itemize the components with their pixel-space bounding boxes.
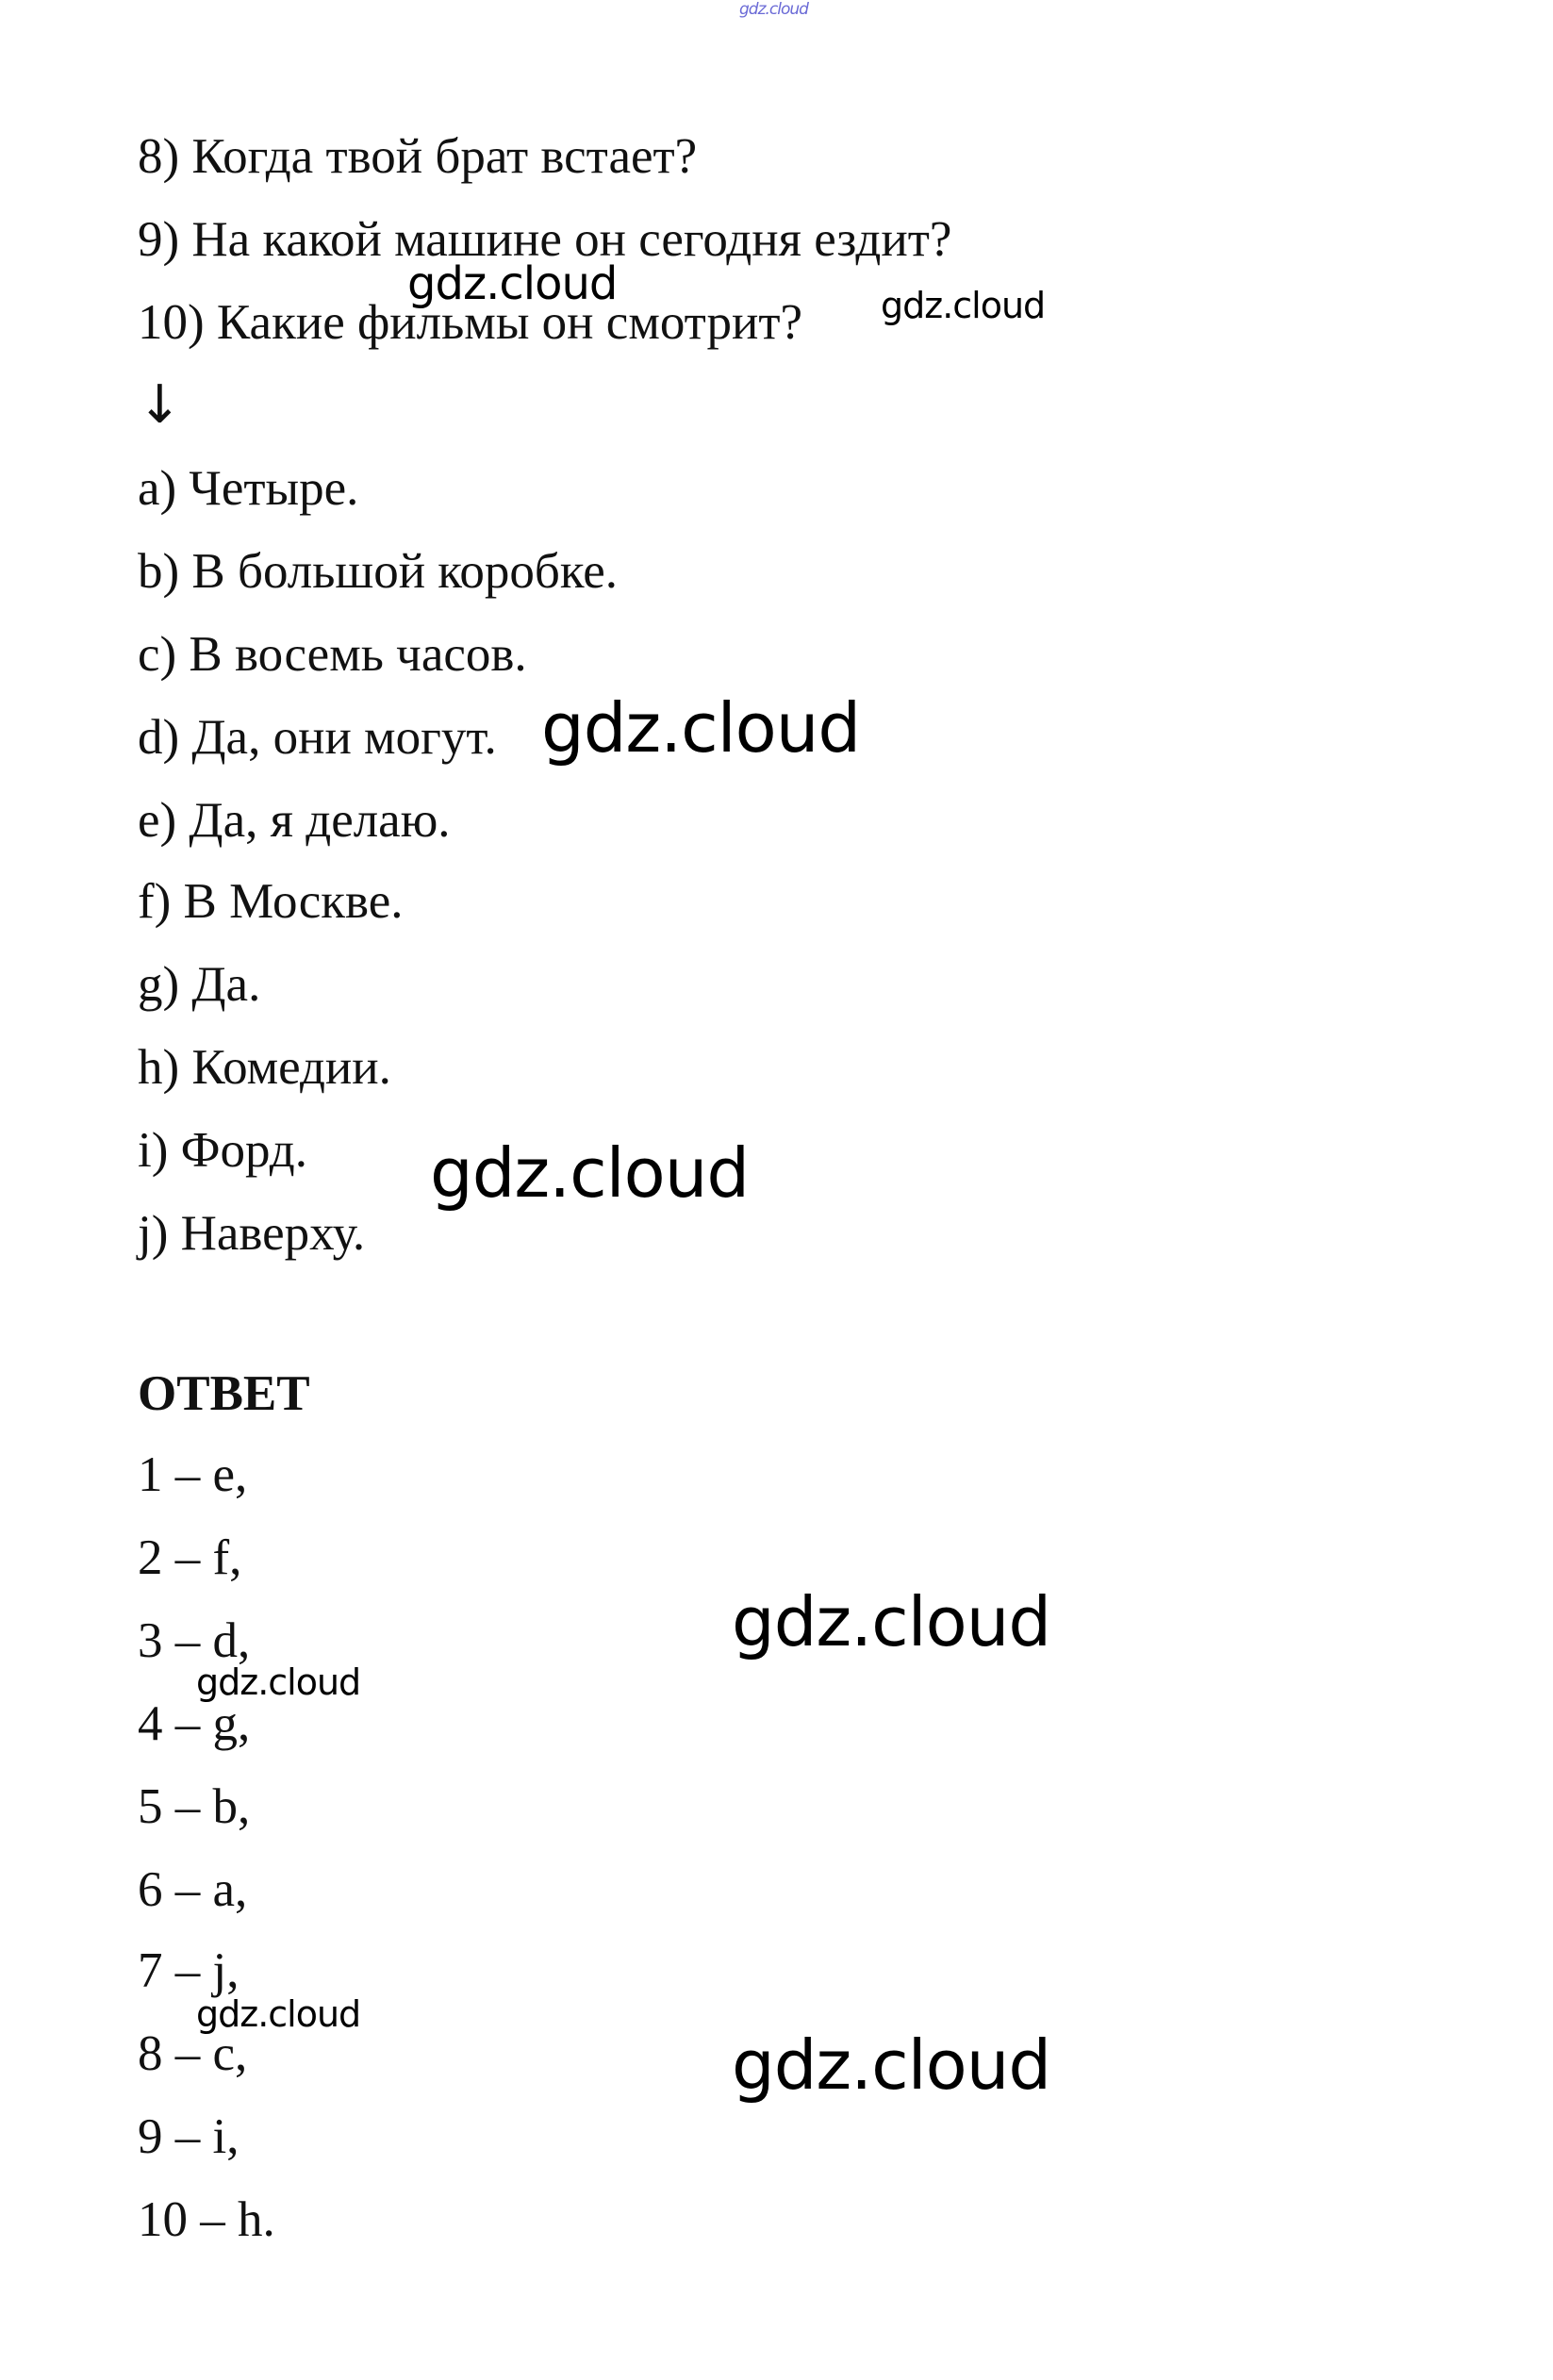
- watermark-overlay: gdz.cloud: [430, 1133, 750, 1213]
- watermark-overlay: gdz.cloud: [196, 1993, 361, 2035]
- option-d: d) Да, они могут.: [138, 710, 497, 765]
- option-i: i) Форд.: [138, 1123, 308, 1178]
- watermark-overlay: gdz.cloud: [881, 285, 1046, 326]
- answer-key-10: 10 – h.: [138, 2192, 275, 2247]
- option-h: h) Комедии.: [138, 1040, 391, 1095]
- watermark-overlay: gdz.cloud: [732, 2025, 1051, 2105]
- option-f: f) В Москве.: [138, 874, 404, 929]
- answer-key-9: 9 – i,: [138, 2109, 240, 2164]
- question-8: 8) Когда твой брат встает?: [138, 129, 698, 184]
- option-g: g) Да.: [138, 957, 261, 1012]
- question-9: 9) На какой машине он сегодня ездит?: [138, 212, 952, 267]
- option-c: c) В восемь часов.: [138, 627, 527, 682]
- option-a: a) Четыре.: [138, 461, 359, 516]
- answer-key-3: 3 – d,: [138, 1613, 251, 1668]
- question-10: 10) Какие фильмы он смотрит?: [138, 295, 803, 350]
- watermark-top: gdz.cloud: [739, 0, 808, 19]
- watermark-overlay: gdz.cloud: [196, 1661, 361, 1703]
- answer-key-6: 6 – a,: [138, 1862, 248, 1917]
- answer-key-4: 4 – g,: [138, 1696, 251, 1751]
- watermark-overlay: gdz.cloud: [407, 257, 618, 310]
- down-arrow-icon: ↓: [138, 374, 182, 436]
- option-j: j) Наверху.: [138, 1206, 366, 1261]
- answer-key-1: 1 – e,: [138, 1447, 248, 1502]
- option-b: b) В большой коробке.: [138, 544, 619, 599]
- answer-key-2: 2 – f,: [138, 1530, 242, 1585]
- option-e: e) Да, я делаю.: [138, 793, 451, 848]
- watermark-overlay: gdz.cloud: [541, 688, 861, 768]
- answer-heading: ОТВЕТ: [138, 1366, 310, 1421]
- answer-key-8: 8 – c,: [138, 2026, 248, 2081]
- watermark-overlay: gdz.cloud: [732, 1582, 1051, 1661]
- answer-key-7: 7 – j,: [138, 1943, 240, 1998]
- answer-key-5: 5 – b,: [138, 1779, 251, 1834]
